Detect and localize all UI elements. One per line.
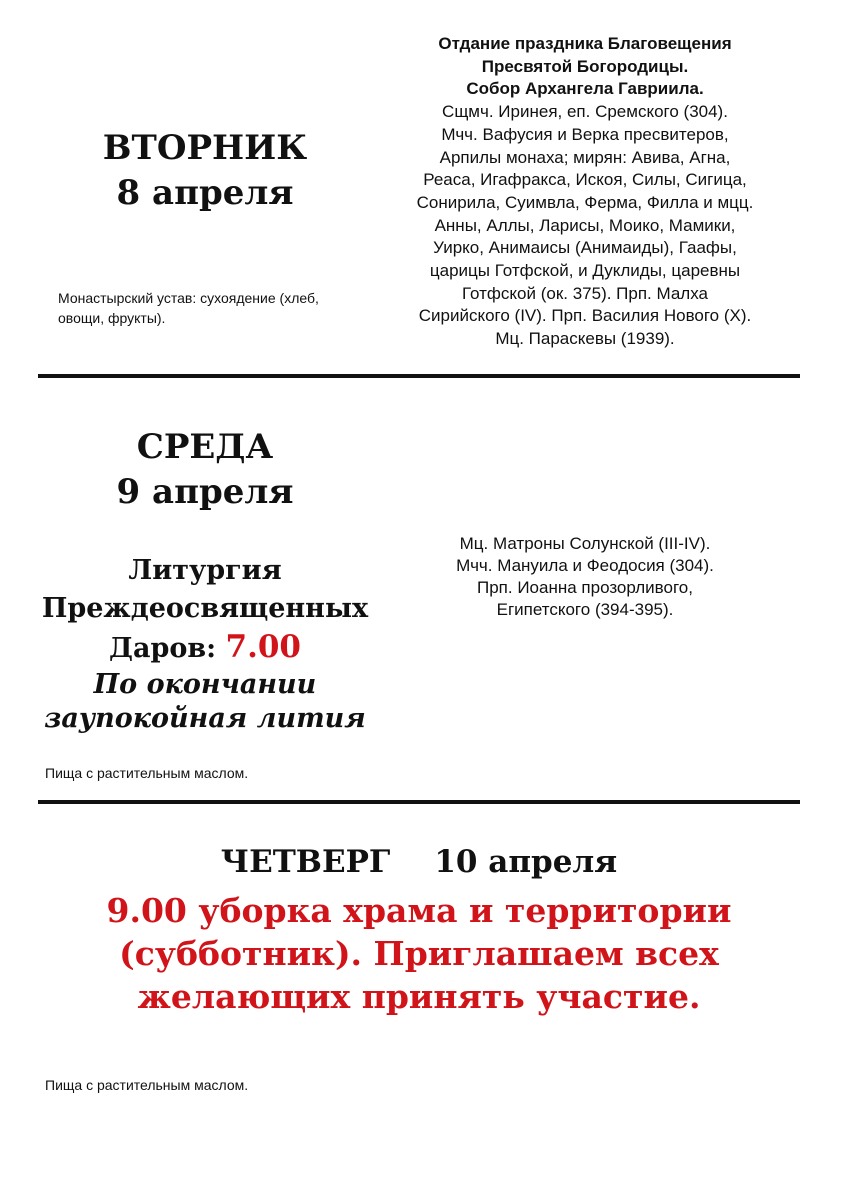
announcement [38, 889, 800, 1018]
food-note: Пища с растительным маслом. [45, 1077, 249, 1093]
feast-title: Пресвятой Богородицы. [481, 56, 689, 76]
commemoration-line: Прп. Иоанна прозорливого, [477, 578, 693, 597]
commemoration-line: Сирийского (IV). Прп. Василия Нового (X). [418, 306, 752, 326]
commemoration-line: Мц. Матроны Солунской (III-IV). [459, 534, 711, 553]
food-note: Пища с растительным маслом. [45, 765, 249, 781]
liturgy-block [30, 552, 380, 736]
commemoration-line: Египетского (394-395). [496, 600, 674, 619]
announcement-line: 9.00 уборка храма и территории [106, 891, 732, 930]
commemoration-line: Мчч. Вафусия и Верка пресвитеров, [441, 124, 729, 144]
day-date: 8 апреля [116, 173, 294, 213]
service-line: Преждеосвященных [41, 593, 369, 624]
day-date: 10 апреля [434, 844, 618, 880]
service-line: Даров: [108, 633, 217, 664]
commemoration-line: Готфской (ок. 375). Прп. Малха [461, 283, 708, 303]
announcement-line: (субботник). Приглашаем всех [119, 934, 719, 973]
commemoration-line: Арпилы монаха; мирян: Авива, Агна, [439, 147, 731, 167]
feast-title: Собор Архангела Гавриила. [466, 79, 704, 99]
service-time: 7.00 [225, 629, 302, 665]
tuesday-heading [55, 126, 355, 216]
commemoration-line: Сщмч. Иринея, еп. Сремского (304). [442, 102, 728, 122]
divider [38, 800, 800, 804]
monastic-rule-note: Монастырский устав: сухоядение (хлеб, овощи, фрукты). [58, 290, 319, 326]
day-date: 9 апреля [116, 472, 294, 512]
commemoration-line: Уирко, Анимаисы (Анимаиды), Гаафы, [433, 238, 737, 258]
commemoration-line: царицы Готфской, и Дуклиды, царевны [429, 261, 741, 281]
commemoration-line: Реаса, Игафракса, Искоя, Силы, Сигица, [423, 170, 747, 190]
day-name: СРЕДА [136, 427, 274, 467]
wednesday-commemorations [370, 533, 800, 621]
commemoration-line: Мчч. Мануила и Феодосия (304). [456, 556, 714, 575]
day-name: ЧЕТВЕРГ [220, 844, 391, 880]
divider [38, 374, 800, 378]
commemoration-line: Мц. Параскевы (1939). [495, 329, 675, 349]
thursday-heading [38, 842, 800, 882]
after-service-line: заупокойная лития [44, 703, 366, 734]
announcement-line: желающих принять участие. [137, 977, 701, 1016]
after-service-line: По окончании [93, 669, 317, 700]
feast-title: Отдание праздника Благовещения [438, 34, 732, 53]
commemoration-line: Анны, Аллы, Ларисы, Моико, Мамики, [434, 215, 736, 235]
tuesday-commemorations [370, 33, 800, 351]
wednesday-heading [55, 425, 355, 515]
commemoration-line: Сонирила, Суимвла, Ферма, Филла и мцц. [416, 192, 754, 212]
service-line: Литургия [128, 555, 282, 586]
day-name: ВТОРНИК [102, 128, 308, 168]
